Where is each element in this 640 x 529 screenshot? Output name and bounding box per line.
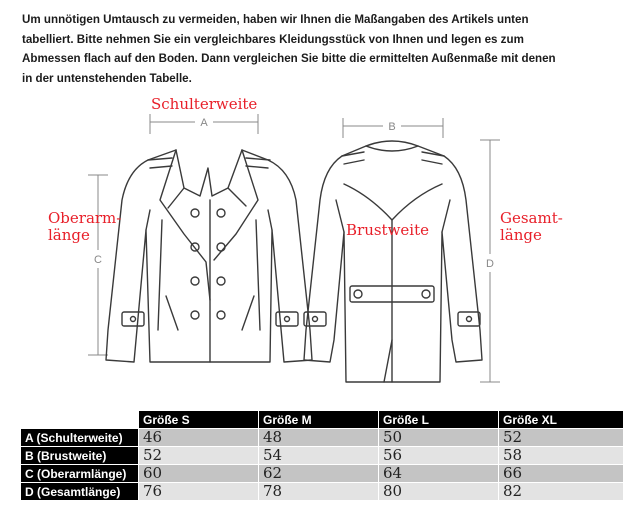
table-row <box>21 483 624 501</box>
row-label-d: D (Gesamtlänge) <box>21 483 139 501</box>
cell-c-s: 60 <box>139 465 259 483</box>
cell-a-s: 46 <box>139 429 259 447</box>
jacket-back-drawing <box>304 141 482 382</box>
dimension-d-letter: D <box>486 258 494 270</box>
row-label-c: C (Oberarmlänge) <box>21 465 139 483</box>
header-size-xl: Größe XL <box>499 411 624 429</box>
dimension-b-letter: B <box>388 121 396 133</box>
intro-text <box>22 10 622 88</box>
intro-line-1: Um unnötigen Umtausch zu vermeiden, haben wir Ihnen die Maßangaben des Artikels unten <box>22 13 529 26</box>
intro-line-3: Abmessen flach auf den Boden. Dann vergleichen Sie bitte die ermittelten Außenmaße mit denen <box>22 52 556 65</box>
label-oberarmlaenge <box>48 210 121 244</box>
cell-b-m: 54 <box>259 447 379 465</box>
row-label-b: B (Brustweite) <box>21 447 139 465</box>
row-label-a: A (Schulterweite) <box>21 429 139 447</box>
table-row <box>21 465 624 483</box>
label-gesamtlaenge-line-1: Gesamt- <box>500 209 563 227</box>
label-gesamtlaenge-line-2: länge <box>500 226 542 244</box>
label-gesamtlaenge <box>500 210 563 244</box>
table-row <box>21 429 624 447</box>
dimension-c-letter: C <box>94 254 102 266</box>
header-size-m: Größe M <box>259 411 379 429</box>
table-corner-cell <box>21 411 139 429</box>
cell-a-m: 48 <box>259 429 379 447</box>
header-size-l: Größe L <box>379 411 499 429</box>
cell-c-l: 64 <box>379 465 499 483</box>
table-row <box>21 447 624 465</box>
intro-line-4: in der untenstehenden Tabelle. <box>22 71 192 85</box>
cell-d-s: 76 <box>139 483 259 501</box>
cell-c-xl: 66 <box>499 465 624 483</box>
cell-c-m: 62 <box>259 465 379 483</box>
cell-a-l: 50 <box>379 429 499 447</box>
cell-b-s: 52 <box>139 447 259 465</box>
label-schulterweite: Schulterweite <box>151 95 258 113</box>
size-table <box>20 410 624 501</box>
intro-line-2: tabelliert. Bitte nehmen Sie ein vergleichbares Kleidungsstück von Ihnen und legen es zum <box>22 32 524 46</box>
dimension-a-letter: A <box>200 117 208 129</box>
label-brustweite: Brustweite <box>346 221 429 239</box>
cell-a-xl: 52 <box>499 429 624 447</box>
table-header-row <box>21 411 624 429</box>
cell-d-xl: 82 <box>499 483 624 501</box>
label-oberarmlaenge-line-2: länge <box>48 226 90 244</box>
jacket-measurement-diagram <box>0 90 640 400</box>
cell-b-xl: 58 <box>499 447 624 465</box>
cell-b-l: 56 <box>379 447 499 465</box>
label-oberarmlaenge-line-1: Oberarm- <box>48 209 122 227</box>
header-size-s: Größe S <box>139 411 259 429</box>
jacket-front-drawing <box>106 150 312 362</box>
cell-d-m: 78 <box>259 483 379 501</box>
cell-d-l: 80 <box>379 483 499 501</box>
